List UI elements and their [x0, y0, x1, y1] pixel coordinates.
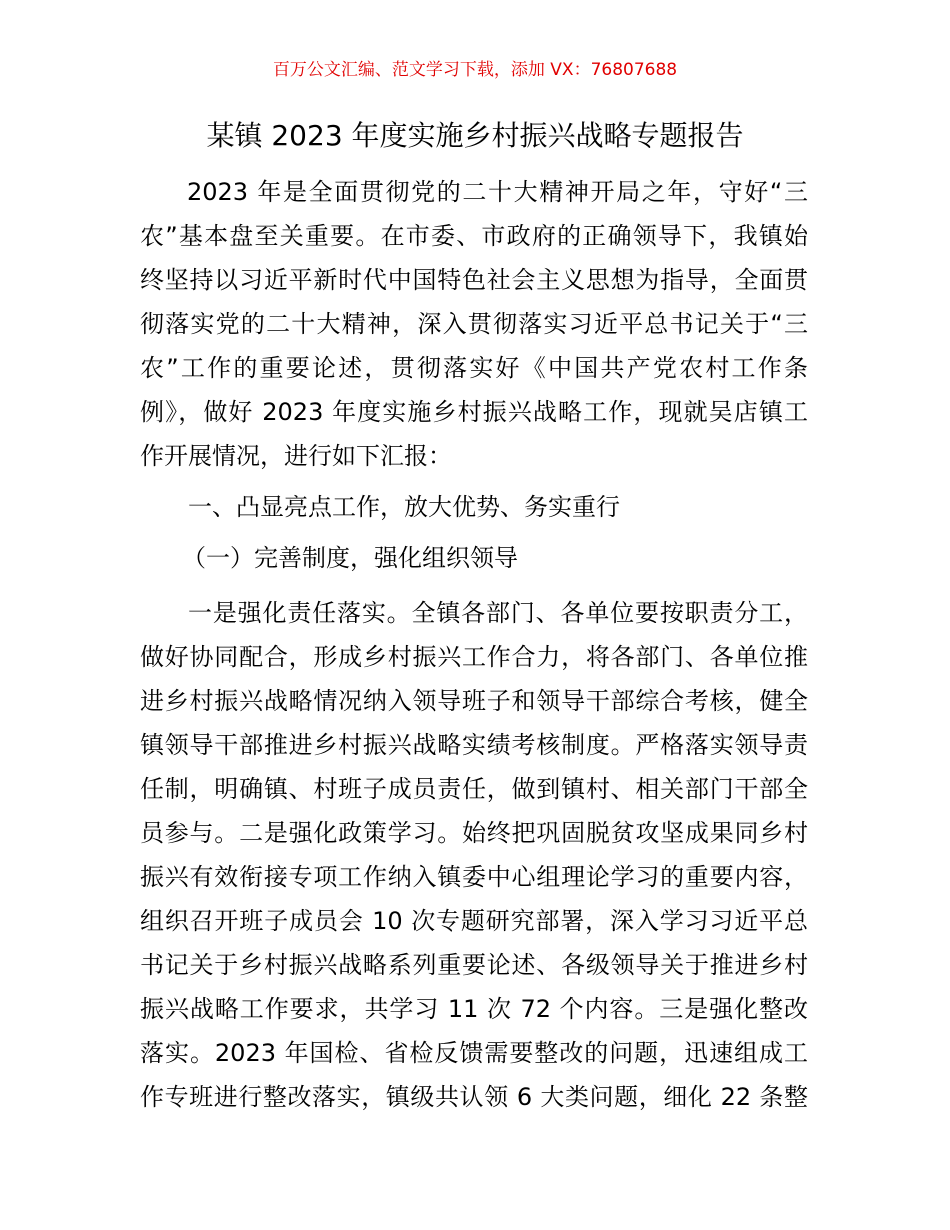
- watermark-text: 百万公文汇编、范文学习下载，添加 VX：76807688: [272, 60, 678, 80]
- body-line: 镇领导干部推进乡村振兴战略实绩考核制度。严格落实领导责: [140, 731, 808, 759]
- body-line: 做好协同配合，形成乡村振兴工作合力，将各部门、各单位推: [140, 643, 808, 671]
- intro-line: 农”基本盘至关重要。在市委、市政府的正确领导下，我镇始: [140, 222, 808, 250]
- body-line: 落实。2023 年国检、省检反馈需要整改的问题，迅速组成工: [140, 1039, 808, 1067]
- subsection-heading: （一）完善制度，强化组织领导: [182, 544, 518, 572]
- document-title: 某镇 2023 年度实施乡村振兴战略专题报告: [206, 119, 744, 152]
- body-line: 进乡村振兴战略情况纳入领导班子和领导干部综合考核，健全: [140, 687, 808, 715]
- intro-line: 终坚持以习近平新时代中国特色社会主义思想为指导，全面贯: [140, 266, 808, 294]
- body-line: 组织召开班子成员会 10 次专题研究部署，深入学习习近平总: [140, 907, 808, 935]
- intro-line: 例》，做好 2023 年度实施乡村振兴战略工作，现就吴店镇工: [140, 398, 808, 426]
- body-line: 任制，明确镇、村班子成员责任，做到镇村、相关部门干部全: [140, 775, 808, 803]
- body-line: 书记关于乡村振兴战略系列重要论述、各级领导关于推进乡村: [140, 951, 808, 979]
- body-line: 一是强化责任落实。全镇各部门、各单位要按职责分工，: [188, 599, 808, 627]
- intro-line: 2023 年是全面贯彻党的二十大精神开局之年，守好“三: [187, 178, 808, 206]
- intro-line: 彻落实党的二十大精神，深入贯彻落实习近平总书记关于“三: [140, 310, 808, 338]
- intro-line: 农”工作的重要论述，贯彻落实好《中国共产党农村工作条: [140, 354, 808, 382]
- body-line: 作专班进行整改落实，镇级共认领 6 大类问题，细化 22 条整: [140, 1083, 808, 1111]
- body-line: 振兴战略工作要求，共学习 11 次 72 个内容。三是强化整改: [140, 995, 808, 1023]
- intro-line: 作开展情况，进行如下汇报：: [140, 442, 452, 470]
- body-line: 员参与。二是强化政策学习。始终把巩固脱贫攻坚成果同乡村: [140, 819, 808, 847]
- body-line: 振兴有效衔接专项工作纳入镇委中心组理论学习的重要内容，: [140, 863, 808, 891]
- section-heading: 一、凸显亮点工作，放大优势、务实重行: [188, 493, 620, 521]
